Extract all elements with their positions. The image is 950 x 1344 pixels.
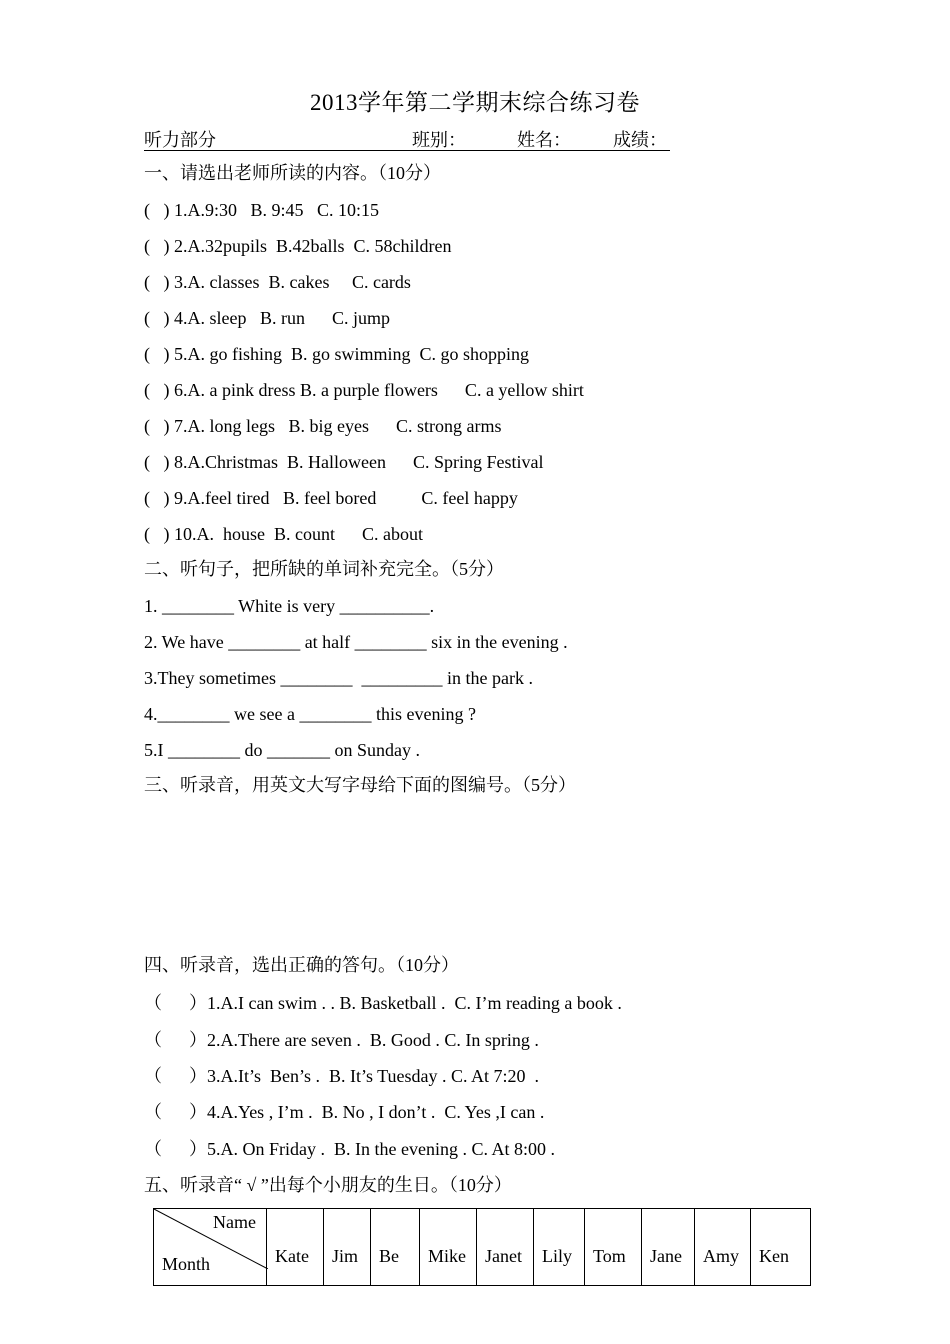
name-cell-jane: Jane — [642, 1209, 695, 1286]
section5-heading: 五、听录音“ √ ”出每个小朋友的生日。（10分） — [144, 1175, 512, 1195]
part-label: 听力部分 — [144, 130, 216, 150]
name-label: 姓名： — [517, 130, 571, 150]
list-item: 2. We have ________ at half ________ six in the evening . — [144, 632, 568, 652]
class-label: 班别： — [412, 130, 466, 150]
list-item: （ ）5.A. On Friday . B. In the evening . C. At 8:00 . — [144, 1139, 555, 1159]
name-cell-ken: Ken — [751, 1209, 811, 1286]
list-item: 3.They sometimes ________ _________ in the park . — [144, 668, 533, 688]
name-cell-jim: Jim — [324, 1209, 371, 1286]
list-item: 4.________ we see a ________ this evening ? — [144, 704, 476, 724]
list-item: （ ）2.A.There are seven . B. Good . C. In spring . — [144, 1030, 539, 1050]
name-cell-lily: Lily — [534, 1209, 585, 1286]
list-item: 1. ________ White is very __________. — [144, 596, 435, 616]
section4-heading: 四、听录音，选出正确的答句。（10分） — [144, 955, 459, 975]
student-info-line — [144, 126, 670, 151]
section2-heading: 二、听句子，把所缺的单词补充完全。（5分） — [144, 559, 504, 579]
list-item: ( ) 3.A. classes B. cakes C. cards — [144, 272, 411, 292]
corner-header-cell — [154, 1209, 267, 1286]
birthday-table — [153, 1208, 811, 1286]
list-item: ( ) 7.A. long legs B. big eyes C. strong arms — [144, 416, 502, 436]
name-cell-be: Be — [371, 1209, 420, 1286]
list-item: ( ) 6.A. a pink dress B. a purple flowers C. a yellow shirt — [144, 380, 584, 400]
name-cell-tom: Tom — [585, 1209, 642, 1286]
list-item: （ ）1.A.I can swim . . B. Basketball . C. I’m reading a book . — [144, 993, 622, 1013]
list-item: ( ) 8.A.Christmas B. Halloween C. Spring Festival — [144, 452, 544, 472]
list-item: ( ) 5.A. go fishing B. go swimming C. go shopping — [144, 344, 530, 364]
table-row — [154, 1209, 811, 1286]
name-cell-amy: Amy — [695, 1209, 751, 1286]
name-cell-janet: Janet — [477, 1209, 534, 1286]
list-item: （ ）3.A.It’s Ben’s . B. It’s Tuesday . C. At 7:20 . — [144, 1066, 540, 1086]
list-item: 5.I ________ do _______ on Sunday . — [144, 740, 420, 760]
corner-month-label: Month — [162, 1254, 211, 1274]
section1-heading: 一、请选出老师所读的内容。（10分） — [144, 163, 441, 183]
list-item: ( ) 2.A.32pupils B.42balls C. 58children — [144, 236, 452, 256]
list-item: ( ) 9.A.feel tired B. feel bored C. feel happy — [144, 488, 518, 508]
list-item: ( ) 4.A. sleep B. run C. jump — [144, 308, 390, 328]
list-item: ( ) 10.A. house B. count C. about — [144, 524, 423, 544]
corner-name-label: Name — [213, 1212, 256, 1232]
name-cell-kate: Kate — [267, 1209, 324, 1286]
score-label: 成绩： — [613, 130, 667, 150]
page-title: 2013学年第二学期末综合练习卷 — [310, 90, 640, 115]
list-item: ( ) 1.A.9:30 B. 9:45 C. 10:15 — [144, 200, 380, 220]
list-item: （ ）4.A.Yes , I’m . B. No , I don’t . C. Yes ,I can . — [144, 1102, 545, 1122]
name-cell-mike: Mike — [420, 1209, 477, 1286]
section3-heading: 三、听录音，用英文大写字母给下面的图编号。（5分） — [144, 775, 576, 795]
